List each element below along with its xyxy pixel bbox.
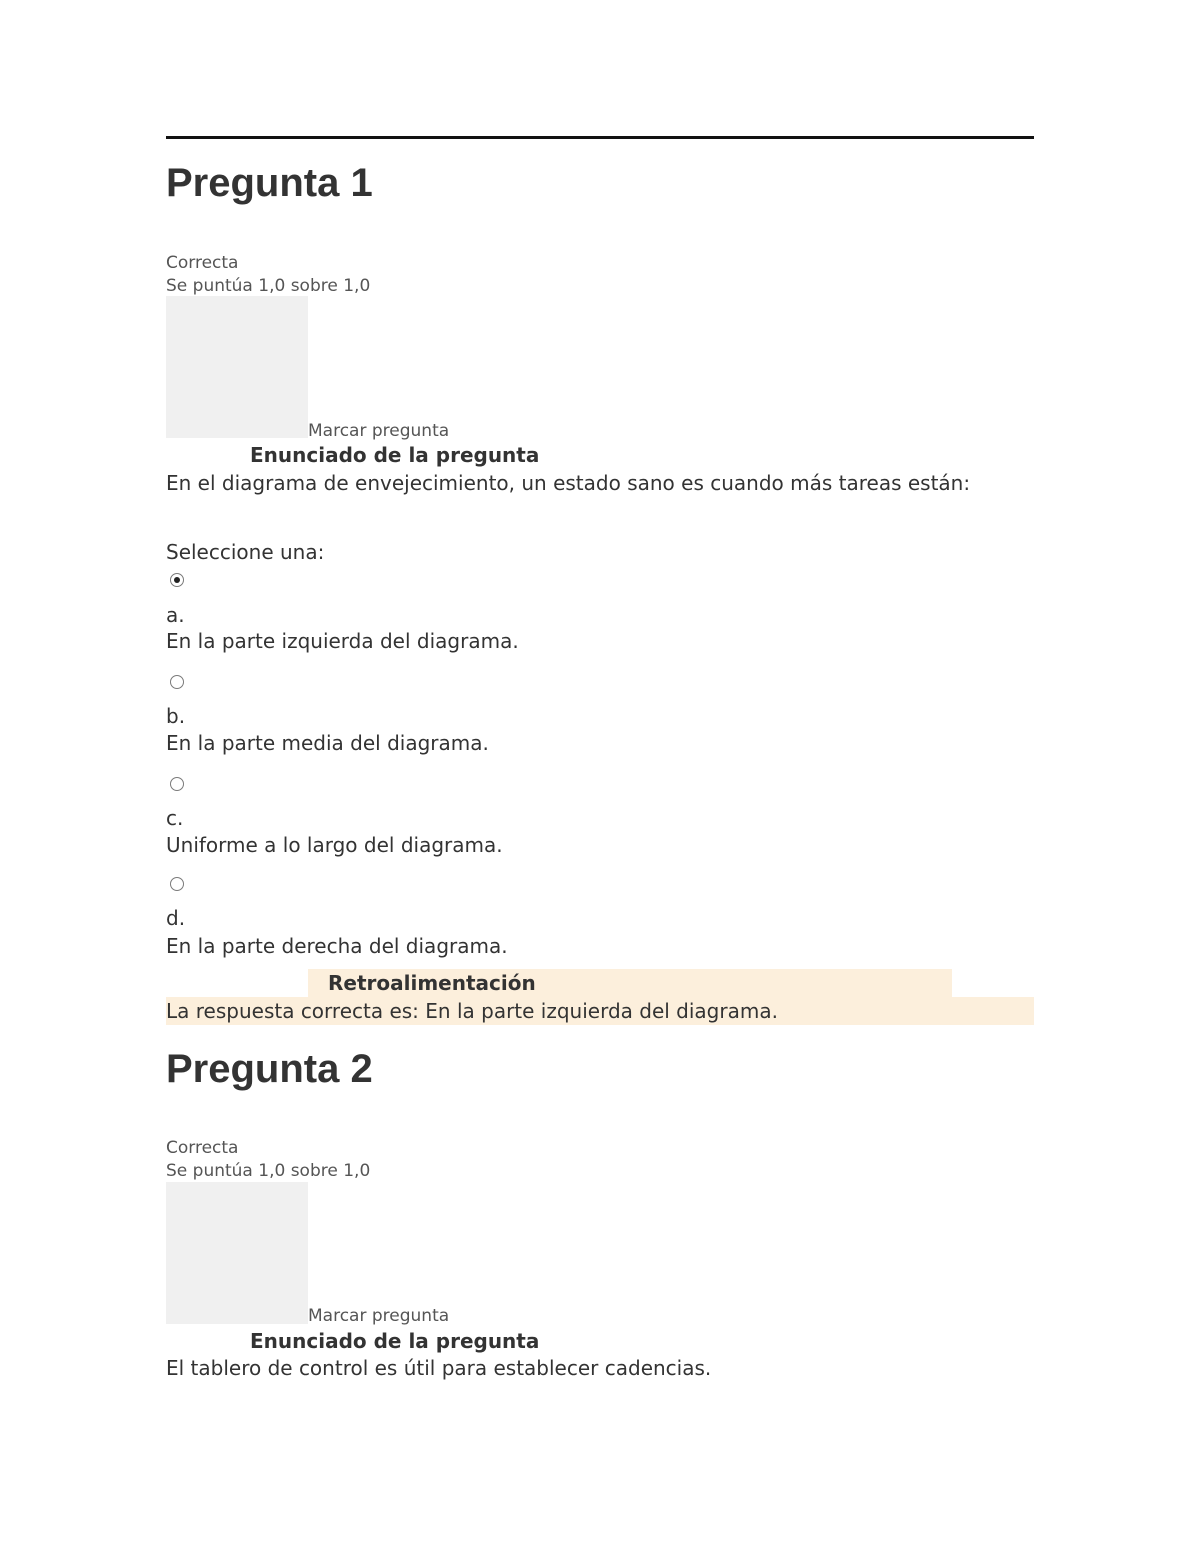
question-2-score: Se puntúa 1,0 sobre 1,0 [166,1161,371,1181]
feedback-text: La respuesta correcta es: En la parte izquierda del diagrama. [166,999,778,1023]
option-b-text[interactable]: En la parte media del diagrama. [166,731,489,755]
question-1-prompt: Seleccione una: [166,540,325,564]
question-1-flag-icon[interactable] [166,296,308,438]
question-2-stem-heading: Enunciado de la pregunta [250,1329,540,1353]
top-divider [166,136,1034,139]
option-d-text[interactable]: En la parte derecha del diagrama. [166,934,508,958]
question-2-flag-icon[interactable] [166,1182,308,1324]
option-d-radio[interactable] [170,877,184,891]
feedback-heading-label: Retroalimentación [328,971,536,995]
question-1-score: Se puntúa 1,0 sobre 1,0 [166,276,371,296]
option-b-radio[interactable] [170,675,184,689]
question-2-flag-link[interactable]: Marcar pregunta [308,1306,450,1326]
option-d-letter: d. [166,906,186,930]
option-c-radio[interactable] [170,777,184,791]
quiz-review-page [166,0,1034,1553]
option-c-text[interactable]: Uniforme a lo largo del diagrama. [166,833,503,857]
question-1-feedback-heading [308,969,952,997]
question-1-stem-heading: Enunciado de la pregunta [250,443,540,467]
option-a-text[interactable]: En la parte izquierda del diagrama. [166,629,519,653]
question-2-title: Pregunta 2 [166,1047,373,1091]
question-1-stem: En el diagrama de envejecimiento, un estado sano es cuando más tareas están: [166,471,971,495]
question-2-stem: El tablero de control es útil para establecer cadencias. [166,1356,712,1380]
option-b-letter: b. [166,704,186,728]
question-1-status: Correcta [166,253,239,273]
question-1-feedback [166,997,1034,1025]
question-2-status: Correcta [166,1138,239,1158]
question-1-title: Pregunta 1 [166,161,373,205]
option-c-letter: c. [166,806,184,830]
option-a-radio[interactable] [170,573,184,587]
question-1-flag-link[interactable]: Marcar pregunta [308,421,450,441]
option-a-letter: a. [166,603,185,627]
